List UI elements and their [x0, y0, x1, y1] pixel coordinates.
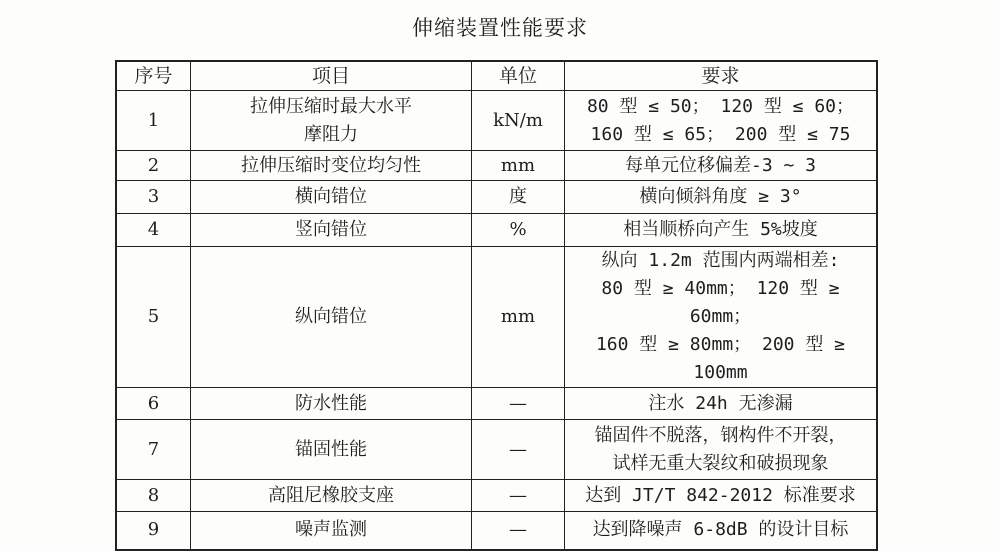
row-item-line: 横向错位: [295, 186, 367, 207]
row-unit: —: [472, 388, 565, 420]
table-row: [116, 214, 877, 247]
header-unit: 单位: [472, 61, 565, 91]
row-number: 2: [116, 151, 191, 181]
table-row: [116, 247, 877, 388]
row-unit: 度: [472, 181, 565, 214]
row-item: [191, 388, 472, 420]
row-item: [191, 247, 472, 388]
row-item: [191, 512, 472, 550]
performance-table: [115, 60, 878, 551]
row-item-line: 防水性能: [295, 392, 367, 414]
row-requirement-line: 横向倾斜角度 ≥ 3°: [639, 186, 802, 207]
table-header-row: [116, 61, 877, 91]
row-number: 1: [116, 91, 191, 151]
row-item-line: 噪声监测: [295, 519, 367, 541]
row-number: 8: [116, 480, 191, 512]
table-row: [116, 480, 877, 512]
row-requirement-line: 注水 24h 无渗漏: [648, 392, 793, 414]
row-requirement: [565, 91, 878, 151]
table-row: [116, 91, 877, 151]
row-number: 3: [116, 181, 191, 214]
header-item: 项目: [191, 61, 472, 91]
row-item-line: 锚固性能: [295, 438, 367, 460]
row-item-line: 拉伸压缩时最大水平: [250, 95, 412, 117]
table-row: [116, 388, 877, 420]
row-requirement-line: 达到降噪声 6-8dB 的设计目标: [592, 519, 849, 541]
row-requirement: [565, 480, 878, 512]
row-requirement: [565, 181, 878, 214]
row-number: 7: [116, 420, 191, 480]
row-item: [191, 91, 472, 151]
header-no: 序号: [116, 61, 191, 91]
row-requirement: [565, 420, 878, 480]
row-requirement-line: 80 型 ≤ 50； 120 型 ≤ 60；: [586, 95, 855, 117]
row-number: 4: [116, 214, 191, 247]
row-requirement-line: 相当顺桥向产生 5%坡度: [623, 219, 818, 240]
row-requirement: [565, 512, 878, 550]
header-req: 要求: [565, 61, 878, 91]
row-item-line: 高阻尼橡胶支座: [268, 484, 394, 506]
row-requirement: [565, 388, 878, 420]
table-row: [116, 181, 877, 214]
row-item-line: 摩阻力: [304, 123, 358, 145]
row-number: 9: [116, 512, 191, 550]
row-item-line: 纵向错位: [295, 306, 367, 327]
row-requirement: [565, 214, 878, 247]
row-requirement-line: 锚固件不脱落，钢构件不开裂，: [594, 424, 847, 446]
row-item: [191, 214, 472, 247]
row-requirement: [565, 247, 878, 388]
row-requirement-line: 试样无重大裂纹和破损现象: [612, 452, 829, 474]
row-unit: mm: [472, 151, 565, 181]
row-item-line: 拉伸压缩时变位均匀性: [241, 154, 421, 176]
row-requirement: [565, 151, 878, 181]
row-number: 5: [116, 247, 191, 388]
row-unit: —: [472, 512, 565, 550]
row-requirement-line: 160 型 ≥ 80mm； 200 型 ≥ 100mm: [595, 334, 846, 383]
row-unit: —: [472, 420, 565, 480]
row-requirement-line: 每单元位移偏差-3 ~ 3: [624, 154, 817, 176]
table-title: 伸缩装置性能要求: [412, 16, 588, 40]
row-item: [191, 151, 472, 181]
row-unit: kN/m: [472, 91, 565, 151]
row-item-line: 竖向错位: [295, 219, 367, 240]
row-unit: %: [472, 214, 565, 247]
table-row: [116, 151, 877, 181]
row-number: 6: [116, 388, 191, 420]
row-item: [191, 480, 472, 512]
row-item: [191, 420, 472, 480]
row-requirement-line: 160 型 ≤ 65； 200 型 ≤ 75: [590, 123, 851, 145]
row-requirement-line: 80 型 ≥ 40mm； 120 型 ≥ 60mm；: [601, 278, 840, 327]
table-row: [116, 420, 877, 480]
row-requirement-line: 达到 JT/T 842-2012 标准要求: [585, 484, 856, 506]
row-item: [191, 181, 472, 214]
row-requirement-line: 纵向 1.2m 范围内两端相差:: [601, 250, 840, 271]
row-unit: mm: [472, 247, 565, 388]
table-row: [116, 512, 877, 550]
row-unit: —: [472, 480, 565, 512]
